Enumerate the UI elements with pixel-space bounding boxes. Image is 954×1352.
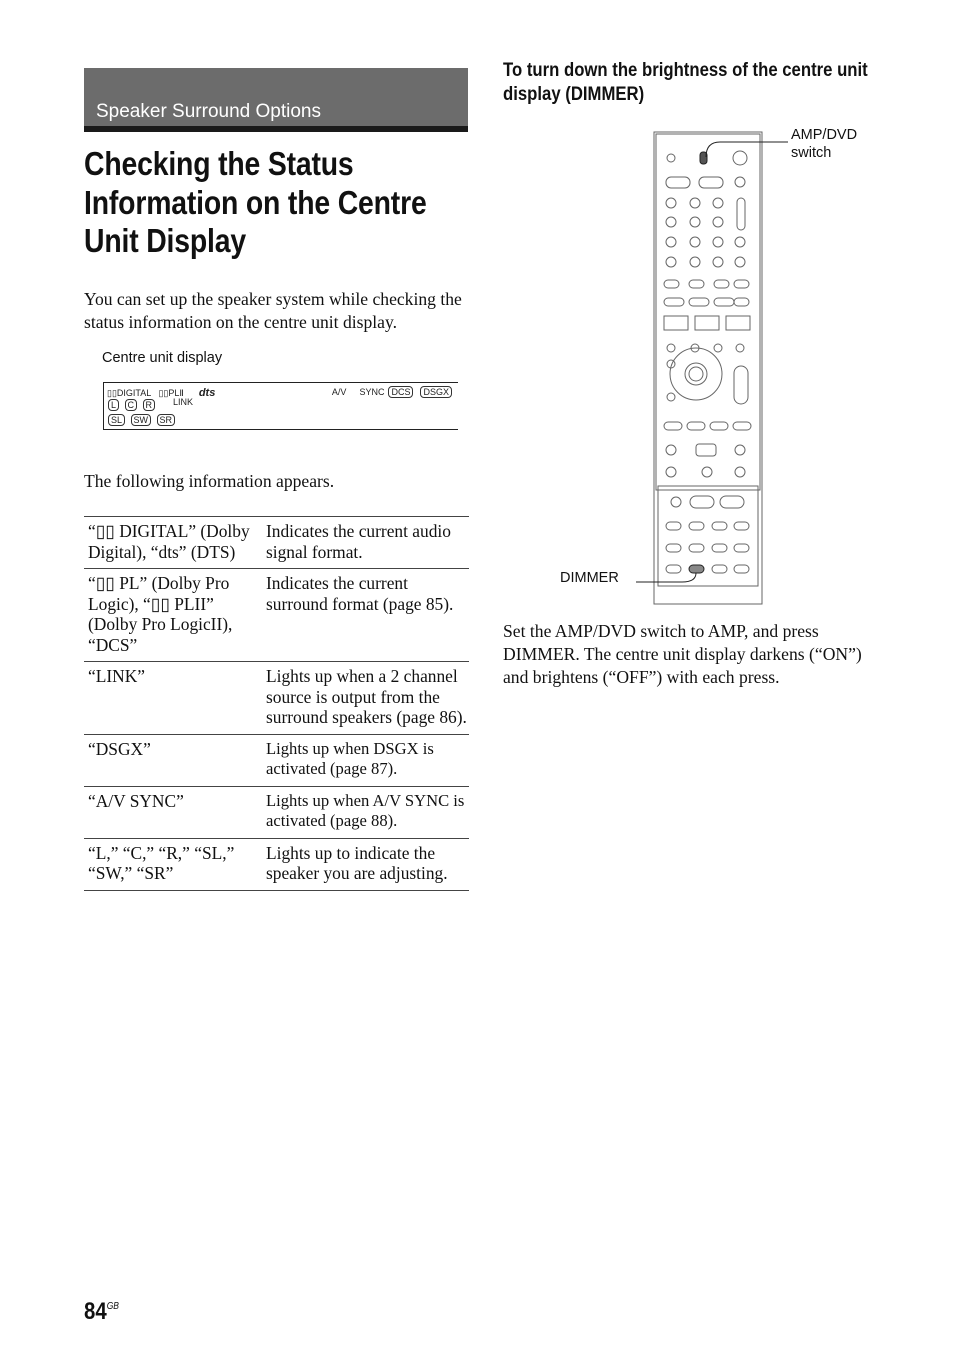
centre-display-panel	[103, 382, 458, 430]
dolby-icon: ▯▯	[158, 388, 169, 398]
indicator-dcs: DCS	[388, 386, 413, 398]
indicator-cell: “LINK”	[88, 666, 145, 686]
channel-c: C	[125, 399, 138, 411]
indicator-cell: “▯▯ DIGITAL” (Dolby Digital), “dts” (DTS)	[88, 521, 250, 562]
indicator-cell: “▯▯ PL” (Dolby Pro Logic), “▯▯ PLII” (Dolby Pro LogicII), “DCS”	[88, 573, 233, 655]
display-right-indicators	[332, 386, 455, 398]
channel-sr: SR	[157, 414, 176, 426]
indicator-digital: DIGITAL	[116, 388, 151, 398]
roman-two-icon: Ⅱ	[179, 388, 184, 398]
indicator-av: A/V	[331, 387, 347, 397]
channel-l: L	[108, 399, 119, 411]
meaning-cell: Indicates the current audio signal format.	[266, 521, 451, 562]
meaning-cell: Lights up to indicate the speaker you are adjusting.	[266, 842, 448, 883]
following-text: The following information appears.	[84, 471, 335, 491]
amp-dvd-switch-label: AMP/DVD switch	[791, 127, 858, 161]
dimmer-instructions: Set the AMP/DVD switch to AMP, and press DIMMER. The centre unit display darkens (“ON”) and brightens (“OFF”) with each press.	[503, 621, 862, 687]
indicator-pl: PL	[168, 388, 180, 398]
indicator-cell: “A/V SYNC”	[88, 790, 184, 811]
table-row	[84, 662, 469, 735]
channel-r: R	[143, 399, 156, 411]
table-row	[84, 786, 469, 838]
meaning-cell: Lights up when DSGX is activated (page 87).	[266, 738, 434, 778]
channel-row-rear	[108, 414, 178, 426]
page-number	[84, 1298, 119, 1326]
intro-paragraph: You can set up the speaker system while checking the status information on the centre unit display.	[84, 289, 462, 332]
indicator-link: LINK	[173, 397, 194, 407]
dimmer-heading: To turn down the brightness of the centre unit display (DIMMER)	[503, 60, 868, 105]
remote-control-illustration	[550, 120, 880, 610]
table-row	[84, 734, 469, 786]
indicator-sync: SYNC	[359, 387, 385, 397]
indicator-cell: “DSGX”	[88, 738, 151, 759]
centre-display-label: Centre unit display	[102, 350, 223, 366]
dolby-icon: ▯▯	[107, 388, 117, 398]
table-row	[84, 517, 469, 569]
page-title: Checking the Status Information on the Centre Unit Display	[84, 145, 427, 259]
indicator-table	[84, 516, 469, 891]
dimmer-label: DIMMER	[560, 570, 619, 586]
page-number-value: 84	[84, 1298, 107, 1325]
indicator-cell: “L,” “C,” “R,” “SL,” “SW,” “SR”	[88, 842, 235, 883]
indicator-dsgx: DSGX	[420, 386, 452, 398]
channel-sl: SL	[108, 414, 125, 426]
section-header-bar	[84, 68, 468, 132]
table-row	[84, 569, 469, 662]
section-header: Speaker Surround Options	[96, 101, 321, 122]
channel-row-front	[108, 399, 158, 411]
meaning-cell: Lights up when A/V SYNC is activated (page 88).	[266, 790, 465, 830]
meaning-cell: Lights up when a 2 channel source is output from the surround speakers (page 86).	[266, 666, 467, 727]
dts-logo-icon: dts	[198, 387, 216, 399]
channel-sw: SW	[131, 414, 152, 426]
dimmer-button-icon	[689, 565, 704, 573]
table-row	[84, 838, 469, 890]
meaning-cell: Indicates the current surround format (page 85).	[266, 573, 454, 614]
page-suffix: GB	[106, 1301, 119, 1312]
display-format-indicators	[107, 387, 215, 399]
